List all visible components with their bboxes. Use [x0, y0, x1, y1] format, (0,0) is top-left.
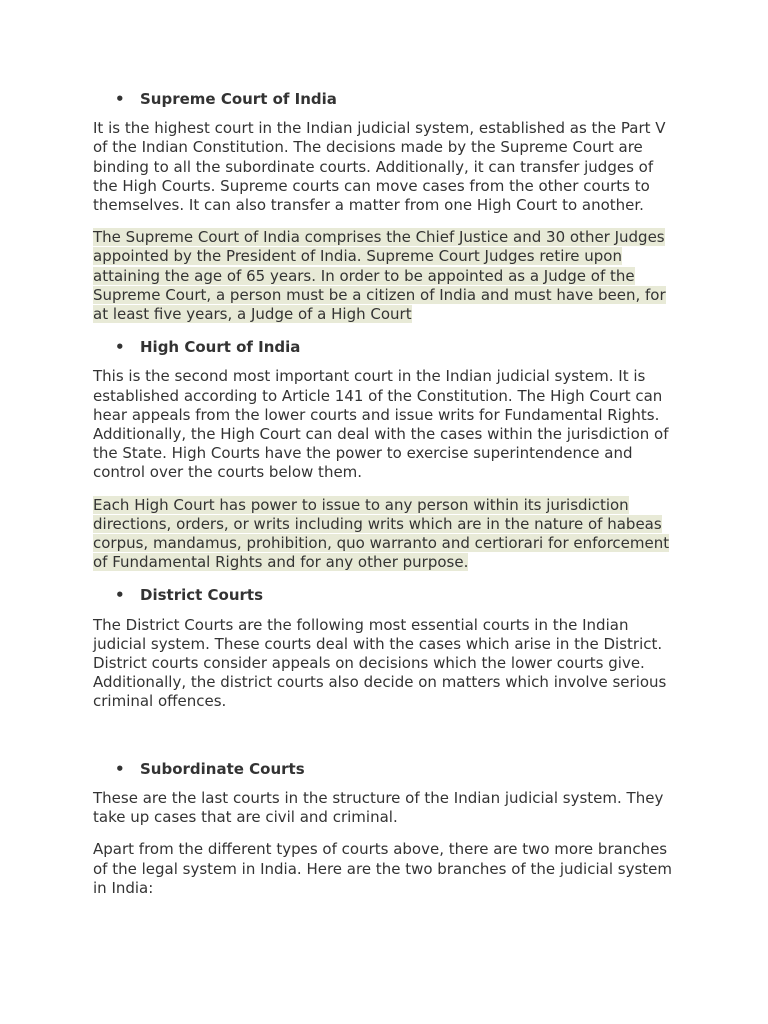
paragraph: Apart from the different types of courts above, there are two more branches of the legal system in India. Here are the two branches of the judicial system in India: [93, 840, 672, 897]
bullet-icon: • [115, 759, 125, 778]
paragraph: This is the second most important court in the Indian judicial system. It is established according to Article 141 of the Constitution. The High Court can hear appeals from the lower courts and issue writs for Fundamental Rights. Additionally, the High Court can deal with the cases within the jurisdiction of the State. High Courts have the power to exercise superintendence and control over the courts below them. [93, 367, 669, 482]
highlight-span: The Supreme Court of India comprises the Chief Justice and 30 other Judges appointed by the President of India. Supreme Court Judges retire upon attaining the age of 65 years. In order to be appointed as a Judge of the Supreme Court, a person must be a citizen of India and must have been, for at least five years, a Judge of a High Court [93, 228, 666, 324]
section-heading-subordinate-courts [93, 760, 675, 779]
section-heading-text: Supreme Court of India [140, 90, 337, 108]
highlighted-paragraph [93, 228, 675, 324]
highlighted-paragraph [93, 496, 675, 573]
section-heading-supreme-court [93, 90, 675, 109]
section-heading-text: Subordinate Courts [140, 759, 305, 778]
section-heading-district-courts [93, 586, 675, 605]
bullet-icon: • [115, 90, 125, 108]
paragraph: These are the last courts in the structure of the Indian judicial system. They take up cases that are civil and criminal. [93, 788, 664, 827]
document-page [93, 90, 675, 898]
paragraph: It is the highest court in the Indian judicial system, established as the Part V of the Indian Constitution. The decisions made by the Supreme Court are binding to all the subordinate courts. Additionally, it can transfer judges of the High Courts. Supreme courts can move cases from the other courts to themselves. It can also transfer a matter from one High Court to another. [93, 119, 666, 215]
highlight-span: Each High Court has power to issue to any person within its jurisdiction directions, orders, or writs including writs which are in the nature of habeas corpus, mandamus, prohibition, quo warranto and certiorari for enforcement of Fundamental Rights and for any other purpose. [93, 495, 670, 572]
bullet-icon: • [115, 586, 125, 605]
section-heading-text: District Courts [140, 586, 264, 605]
section-heading-high-court [93, 338, 675, 357]
paragraph: The District Courts are the following most essential courts in the Indian judicial system. These courts deal with the cases which arise in the District. District courts consider appeals on decisions which the lower courts give. Additionally, the district courts also decide on matters which involve serious criminal offences. [93, 615, 667, 711]
section-heading-text: High Court of India [140, 338, 301, 357]
bullet-icon: • [115, 338, 125, 357]
